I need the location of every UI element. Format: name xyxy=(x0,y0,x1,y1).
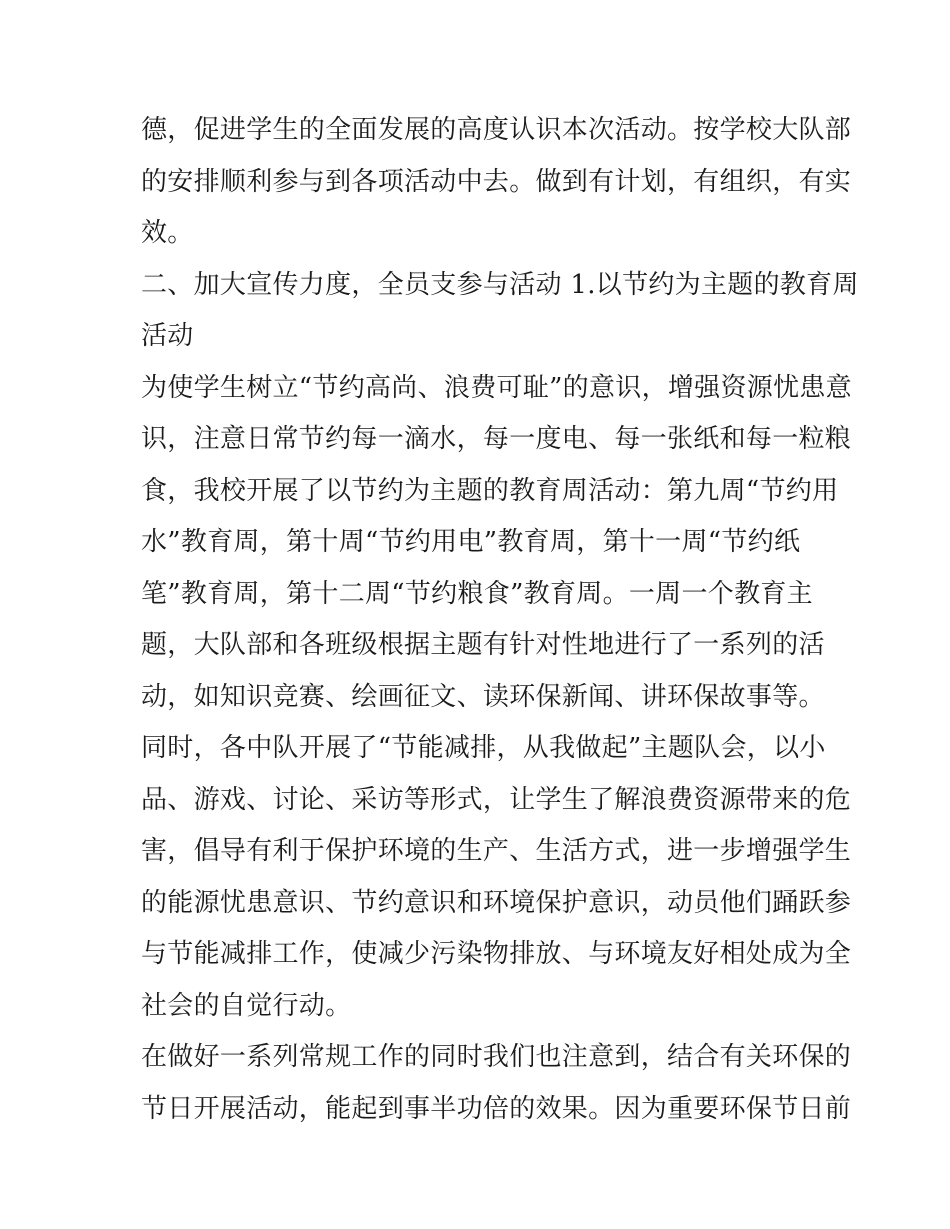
text-line: 同时，各中队开展了“节能减排，从我做起”主题队会，以小 xyxy=(141,733,826,763)
text-line: 与节能减排工作，使减少污染物排放、与环境友好相处成为全 xyxy=(141,939,852,969)
section-heading-line: 二、加大宣传力度，全员支参与活动 1.以节约为主题的教育周 xyxy=(141,269,859,300)
text-line: 水”教育周，第十周“节约用电”教育周，第十一周“节约纸 xyxy=(141,527,801,557)
text-line: 的安排顺利参与到各项活动中去。做到有计划，有组织，有实 xyxy=(141,166,852,197)
text-line: 动，如知识竞赛、绘画征文、读环保新闻、讲环保故事等。 xyxy=(141,681,825,712)
text-line: 节日开展活动，能起到事半功倍的效果。因为重要环保节日前 xyxy=(141,1093,852,1124)
section-heading-line: 活动 xyxy=(141,321,194,351)
text-line: 题，大队部和各班级根据主题有针对性地进行了一系列的活 xyxy=(141,630,825,660)
text-line: 的能源忧患意识、节约意识和环境保护意识，动员他们踊跃参 xyxy=(141,887,852,918)
text-line: 害，倡导有利于保护环境的生产、生活方式，进一步增强学生 xyxy=(141,836,852,866)
text-line: 效。 xyxy=(141,218,194,248)
text-line: 品、游戏、讨论、采访等形式，让学生了解浪费资源带来的危 xyxy=(141,784,852,815)
text-line: 社会的自觉行动。 xyxy=(141,990,352,1021)
text-line: 笔”教育周，第十二周“节约粮食”教育周。一周一个教育主 xyxy=(141,578,813,609)
text-line: 为使学生树立“节约高尚、浪费可耻”的意识，增强资源忧患意 xyxy=(141,372,852,403)
text-line: 食，我校开展了以节约为主题的教育周活动：第九周“节约用 xyxy=(141,475,839,506)
body-text xyxy=(141,105,859,1135)
text-line: 德，促进学生的全面发展的高度认识本次活动。按学校大队部 xyxy=(141,115,852,145)
text-line: 在做好一系列常规工作的同时我们也注意到，结合有关环保的 xyxy=(141,1042,852,1072)
text-line: 识，注意日常节约每一滴水，每一度电、每一张纸和每一粒粮 xyxy=(141,424,852,454)
